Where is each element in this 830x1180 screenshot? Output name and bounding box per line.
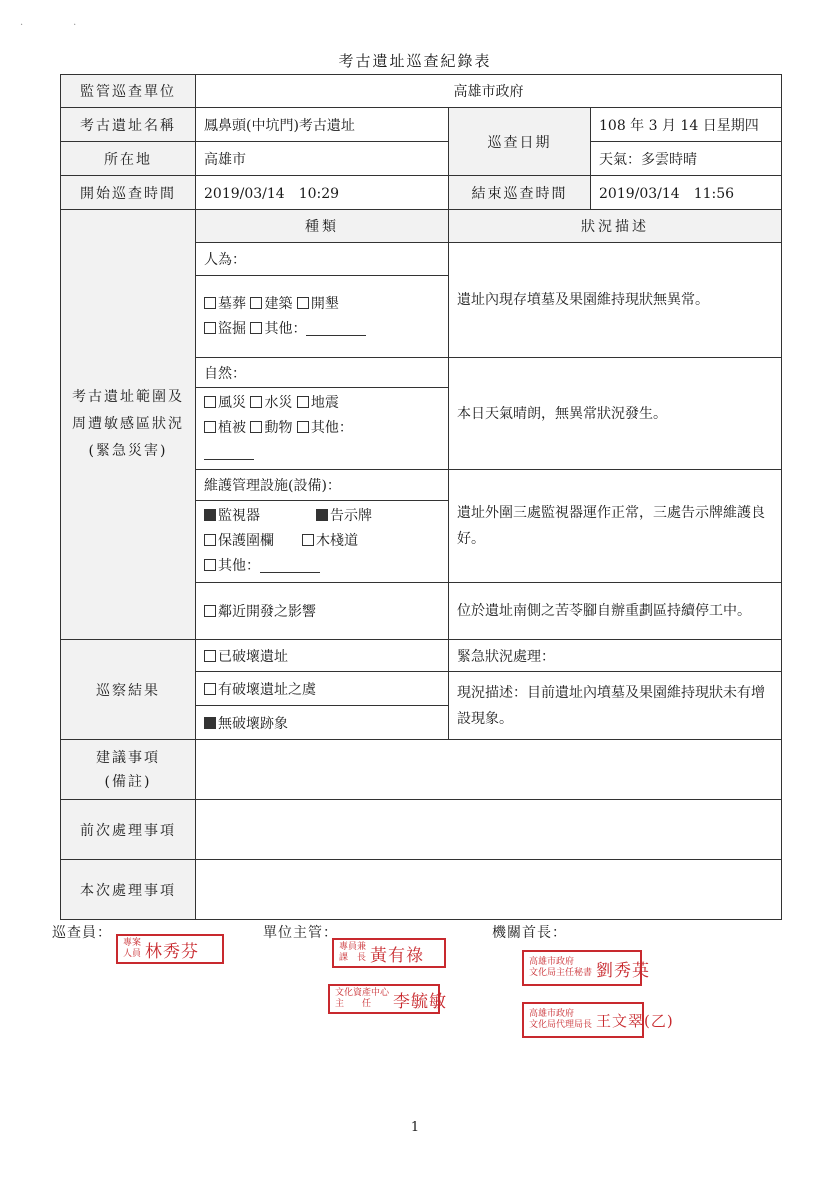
row-current xyxy=(61,860,782,920)
facility-heading: 維護管理設施(設備)： xyxy=(196,470,449,501)
stamp-inspector xyxy=(116,934,224,964)
human-options xyxy=(196,276,449,358)
suggestion-value[interactable] xyxy=(196,740,782,800)
site-name-label: 考古遺址名稱 xyxy=(61,108,196,142)
site-name-value: 鳳鼻頭(中坑門)考古遺址 xyxy=(196,108,449,142)
checkbox-cctv[interactable] xyxy=(204,509,216,521)
checkbox-at-risk[interactable] xyxy=(204,683,216,695)
stamp-director-title2: 主 任 xyxy=(335,999,372,1009)
start-time-value: 2019/03/14 10:29 xyxy=(196,176,449,210)
checkbox-earthquake[interactable] xyxy=(297,396,309,408)
human-other-blank[interactable] xyxy=(306,321,366,336)
option-natural-other: 其他： xyxy=(310,420,353,436)
option-facility-other: 其他： xyxy=(218,558,260,574)
row-suggestion xyxy=(61,740,782,800)
weather-value: 天氣：多雲時晴 xyxy=(591,142,782,176)
option-looting: 盜掘 xyxy=(218,320,246,337)
stamp-secretary-title2: 文化局主任秘書 xyxy=(529,968,593,978)
stamp-acting-director xyxy=(522,1002,674,1038)
row-time xyxy=(61,176,782,210)
stamp-chief-title2: 課 長 xyxy=(339,953,367,963)
natural-heading: 自然： xyxy=(196,358,449,388)
checkbox-natural-other[interactable] xyxy=(297,421,309,433)
checkbox-human-other[interactable] xyxy=(250,322,262,334)
stamp-secretary-title1: 高雄市政府 xyxy=(529,957,575,967)
checkbox-looting[interactable] xyxy=(204,322,216,334)
nearby-desc: 位於遺址南側之苦苓腳自辦重劃區持續停工中。 xyxy=(449,583,782,640)
option-vegetation: 植被 xyxy=(218,420,246,436)
location-value: 高雄市 xyxy=(196,142,449,176)
option-fence: 保護圍欄 xyxy=(218,533,274,549)
stamp-acting-title1: 高雄市政府 xyxy=(529,1009,575,1019)
option-at-risk: 有破壞遺址之虞 xyxy=(218,681,316,698)
stamp-chief-secretary xyxy=(522,950,651,986)
facility-other-blank[interactable] xyxy=(260,558,320,573)
head-label: 機關首長： xyxy=(492,925,567,941)
checkbox-reclaim[interactable] xyxy=(297,297,309,309)
natural-options xyxy=(196,388,449,470)
suggestion-label xyxy=(61,740,196,800)
page-title: 考古遺址巡查紀錄表 xyxy=(338,52,492,70)
current-label: 本次處理事項 xyxy=(61,860,196,920)
natural-other-blank[interactable] xyxy=(204,445,254,460)
option-cctv: 監視器 xyxy=(218,508,260,524)
checkbox-boardwalk[interactable] xyxy=(302,534,314,546)
row-location xyxy=(61,142,782,176)
option-destroyed: 已破壞遺址 xyxy=(218,648,288,665)
col-type-header: 種類 xyxy=(196,210,449,243)
option-human-other: 其他： xyxy=(264,320,307,337)
stamp-section-chief xyxy=(332,938,446,968)
col-desc-header: 狀況描述 xyxy=(449,210,782,243)
stamp-inspector-name: 林秀芬 xyxy=(145,941,200,962)
facility-desc: 遺址外圍三處監視器運作正常，三處告示牌維護良好。 xyxy=(449,470,782,583)
unit-label: 監管巡查單位 xyxy=(61,75,196,108)
stamp-secretary-name: 劉秀英 xyxy=(596,960,651,981)
emergency-label: 緊急狀況處理： xyxy=(449,640,782,672)
checkbox-building[interactable] xyxy=(250,297,262,309)
row-site-name xyxy=(61,108,782,142)
date-value: 108 年 3 月 14 日星期四 xyxy=(591,108,782,142)
current-value[interactable] xyxy=(196,860,782,920)
option-wind: 風災 xyxy=(218,395,246,411)
option-boardwalk: 木棧道 xyxy=(316,533,358,549)
row-unit xyxy=(61,75,782,108)
option-signboard: 告示牌 xyxy=(330,508,372,524)
checkbox-flood[interactable] xyxy=(250,396,262,408)
checkbox-animal[interactable] xyxy=(250,421,262,433)
stamp-director-name: 李毓敏 xyxy=(393,991,448,1012)
stamp-center-director xyxy=(328,984,448,1014)
previous-label: 前次處理事項 xyxy=(61,800,196,860)
result-option-3-cell xyxy=(196,706,449,740)
stamp-director-title1: 文化資產中心 xyxy=(335,988,390,998)
section-label-line3: (緊急災害) xyxy=(88,443,168,459)
result-label: 巡察結果 xyxy=(61,640,196,740)
stamp-chief-name: 黃有祿 xyxy=(370,945,425,966)
location-label: 所在地 xyxy=(61,142,196,176)
result-option-2-cell xyxy=(196,672,449,706)
stamp-inspector-title1: 專案 xyxy=(123,938,142,948)
checkbox-fence[interactable] xyxy=(204,534,216,546)
stamp-chief-title1: 專員兼 xyxy=(339,942,367,952)
section-label-line2: 周遭敏感區狀況 xyxy=(72,416,184,432)
option-animal: 動物 xyxy=(264,420,293,436)
current-status-desc: 現況描述：目前遺址內墳墓及果園維持現狀未有增設現象。 xyxy=(449,672,782,740)
option-no-damage: 無破壞跡象 xyxy=(218,715,288,732)
checkbox-facility-other[interactable] xyxy=(204,559,216,571)
scan-specks: · · xyxy=(20,20,97,31)
checkbox-wind[interactable] xyxy=(204,396,216,408)
suggestion-label-line2: (備註) xyxy=(104,773,152,790)
page-number: 1 xyxy=(410,1120,420,1135)
option-earthquake: 地震 xyxy=(310,395,339,411)
option-burial: 墓葬 xyxy=(218,295,246,312)
inspection-form-table xyxy=(60,74,782,920)
suggestion-label-line1: 建議事項 xyxy=(96,749,160,766)
row-previous xyxy=(61,800,782,860)
row-result-1 xyxy=(61,640,782,672)
end-time-label: 結束巡查時間 xyxy=(449,176,591,210)
natural-desc: 本日天氣晴朗，無異常狀況發生。 xyxy=(449,358,782,470)
checkbox-nearby[interactable] xyxy=(204,605,216,617)
start-time-label: 開始巡查時間 xyxy=(61,176,196,210)
section-label-line1: 考古遺址範圍及 xyxy=(72,389,184,405)
stamp-acting-name: 王文翠(乙) xyxy=(596,1011,674,1030)
checkbox-signboard[interactable] xyxy=(316,509,328,521)
end-time-value: 2019/03/14 11:56 xyxy=(591,176,782,210)
unit-value: 高雄市政府 xyxy=(196,75,782,108)
inspector-label: 巡查員： xyxy=(52,925,112,941)
stamp-inspector-title2: 人員 xyxy=(123,949,142,959)
stamp-acting-title2: 文化局代理局長 xyxy=(529,1020,593,1030)
option-building: 建築 xyxy=(264,295,293,312)
facility-options xyxy=(196,501,449,583)
section-label xyxy=(61,210,196,640)
supervisor-label: 單位主管： xyxy=(263,925,338,941)
checkbox-burial[interactable] xyxy=(204,297,216,309)
nearby-option-cell xyxy=(196,583,449,640)
checkbox-destroyed[interactable] xyxy=(204,650,216,662)
checkbox-vegetation[interactable] xyxy=(204,421,216,433)
row-section-header xyxy=(61,210,782,243)
checkbox-no-damage[interactable] xyxy=(204,717,216,729)
option-nearby: 鄰近開發之影響 xyxy=(218,604,316,620)
result-option-1-cell xyxy=(196,640,449,672)
date-label: 巡查日期 xyxy=(449,108,591,176)
option-flood: 水災 xyxy=(264,395,293,411)
option-reclaim: 開墾 xyxy=(310,295,339,312)
human-desc: 遺址內現存墳墓及果園維持現狀無異常。 xyxy=(449,243,782,358)
human-heading: 人為： xyxy=(196,243,449,276)
previous-value[interactable] xyxy=(196,800,782,860)
